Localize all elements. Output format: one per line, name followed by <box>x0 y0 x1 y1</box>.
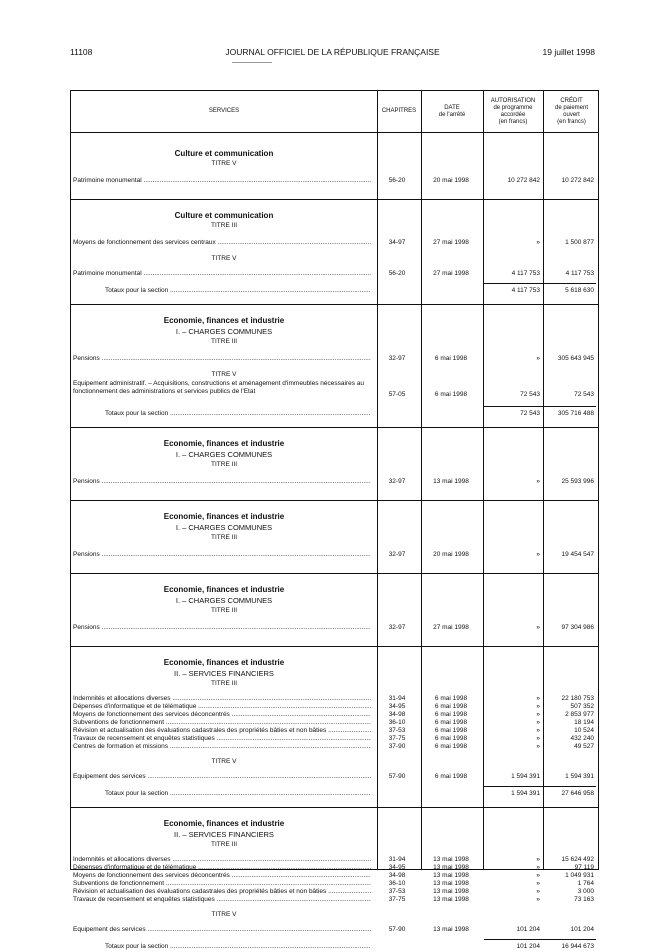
total-credit: 16 944 673 <box>561 943 594 950</box>
row-autorisation: 72 543 <box>520 391 540 398</box>
row-label-text: Révision et actualisation des évaluations cadastrales des propriétés bâties et non bâties <box>73 888 327 895</box>
issue-date: 19 juillet 1998 <box>542 47 595 57</box>
row-credit: 507 352 <box>570 703 594 710</box>
total-label <box>105 286 371 296</box>
section-subtitle: II. – SERVICES FINANCIERS <box>174 669 274 678</box>
section-title: Culture et communication <box>174 211 274 220</box>
column-header-services: SERVICES <box>208 108 240 114</box>
table-row <box>71 550 600 560</box>
row-credit: 22 180 753 <box>561 695 594 702</box>
section-subtitle: I. – CHARGES COMMUNES <box>175 450 273 459</box>
row-credit: 18 194 <box>574 719 594 726</box>
row-date: 13 mai 1998 <box>433 926 469 933</box>
row-chapitre: 57-05 <box>388 391 406 398</box>
row-chapitre: 34-97 <box>388 239 406 246</box>
row-chapitre: 32-97 <box>388 551 406 558</box>
row-label-text: Patrimoine monumental <box>73 177 142 184</box>
journal-title: JOURNAL OFFICIEL DE LA RÉPUBLIQUE FRANÇAISE <box>225 47 440 57</box>
total-row <box>71 286 600 296</box>
row-chapitre: 36-10 <box>388 719 406 726</box>
section-rule <box>71 199 598 200</box>
row-label-text: Pensions <box>73 355 100 362</box>
row-chapitre: 56-20 <box>388 270 406 277</box>
row-date: 13 mai 1998 <box>433 888 469 895</box>
row-autorisation: » <box>536 624 540 631</box>
row-label-text: Moyens de fonctionnement des services déconcentrés <box>73 872 230 879</box>
row-date: 27 mai 1998 <box>433 270 469 277</box>
table-row <box>71 742 600 752</box>
section-title: Economie, finances et industrie <box>163 316 285 325</box>
total-label-text: Totaux pour la section <box>105 790 169 797</box>
row-date: 6 mai 1998 <box>434 743 468 750</box>
row-autorisation: » <box>536 735 540 742</box>
row-label-text: Patrimoine monumental <box>73 270 142 277</box>
row-label <box>73 772 371 782</box>
row-autorisation: » <box>536 719 540 726</box>
total-autorisation: 1 594 391 <box>511 790 540 797</box>
row-chapitre: 37-90 <box>388 743 406 750</box>
row-autorisation: » <box>536 888 540 895</box>
total-label-text: Totaux pour la section <box>105 410 169 417</box>
titre-heading: TITRE III <box>211 461 237 468</box>
row-date: 6 mai 1998 <box>434 695 468 702</box>
row-autorisation: » <box>536 880 540 887</box>
row-autorisation: 10 272 842 <box>507 177 540 184</box>
row-date: 27 mai 1998 <box>433 624 469 631</box>
row-label-text: Subventions de fonctionnement <box>73 880 165 887</box>
row-date: 6 mai 1998 <box>434 703 468 710</box>
total-autorisation: 4 117 753 <box>511 287 540 294</box>
section-rule <box>71 573 598 574</box>
row-label-text: Subventions de fonctionnement <box>73 719 165 726</box>
row-label <box>73 380 371 400</box>
column-header-date: DATE de l'arrêté <box>438 104 466 118</box>
titre-heading: TITRE V <box>211 911 237 918</box>
titre-heading: TITRE V <box>211 758 237 765</box>
row-label <box>73 477 371 487</box>
titre-heading: TITRE III <box>211 222 237 229</box>
section-title: Economie, finances et industrie <box>163 512 285 521</box>
table-row <box>71 623 600 633</box>
row-credit: 97 304 986 <box>561 624 594 631</box>
row-credit: 97 119 <box>574 864 594 871</box>
row-chapitre: 34-98 <box>388 711 406 718</box>
row-label-text: Dépenses d'informatique et de télématique <box>73 864 197 871</box>
row-autorisation: » <box>536 856 540 863</box>
header-rule <box>232 62 272 63</box>
row-label-text: Moyens de fonctionnement des services déconcentrés <box>73 711 230 718</box>
row-autorisation: » <box>536 239 540 246</box>
row-label-text: Equipement des services <box>73 773 146 780</box>
row-autorisation: » <box>536 695 540 702</box>
titre-heading: TITRE III <box>211 534 237 541</box>
row-autorisation: » <box>536 478 540 485</box>
section-title: Economie, finances et industrie <box>163 585 285 594</box>
total-label-text: Totaux pour la section <box>105 287 169 294</box>
row-credit: 3 000 <box>577 888 594 895</box>
total-row <box>71 409 600 419</box>
row-autorisation: 4 117 753 <box>511 270 540 277</box>
table-row <box>71 176 600 186</box>
row-chapitre: 37-53 <box>388 727 406 734</box>
row-date: 6 mai 1998 <box>434 391 468 398</box>
row-date: 6 mai 1998 <box>434 727 468 734</box>
row-chapitre: 56-20 <box>388 177 406 184</box>
column-header-credit: CRÉDIT de paiement ouvert (en francs) <box>554 97 589 125</box>
row-date: 6 mai 1998 <box>434 773 468 780</box>
titre-heading: TITRE V <box>211 371 237 378</box>
row-date: 13 mai 1998 <box>433 478 469 485</box>
row-label-text: Travaux de recensement et enquêtes statistiques <box>73 896 215 903</box>
row-label-text: Indemnités et allocations diverses <box>73 695 171 702</box>
section-subtitle: II. – SERVICES FINANCIERS <box>174 830 274 839</box>
header-rule-bottom <box>71 132 598 133</box>
row-credit: 49 527 <box>574 743 594 750</box>
total-autorisation: 101 204 <box>516 943 540 950</box>
row-credit: 2 853 977 <box>565 711 594 718</box>
section-rule <box>71 304 598 305</box>
row-label-text: Pensions <box>73 478 100 485</box>
row-label-text: Indemnités et allocations diverses <box>73 856 171 863</box>
table-row <box>71 895 600 905</box>
row-credit: 72 543 <box>574 391 594 398</box>
row-label <box>73 550 371 560</box>
row-autorisation: » <box>536 864 540 871</box>
row-chapitre: 36-10 <box>388 880 406 887</box>
row-autorisation: 1 594 391 <box>511 773 540 780</box>
section-rule <box>71 427 598 428</box>
row-credit: 15 624 492 <box>561 856 594 863</box>
row-autorisation: » <box>536 727 540 734</box>
row-credit: 10 272 842 <box>561 177 594 184</box>
total-label <box>105 942 371 952</box>
row-date: 20 mai 1998 <box>433 177 469 184</box>
row-chapitre: 57-90 <box>388 773 406 780</box>
row-date: 27 mai 1998 <box>433 239 469 246</box>
titre-heading: TITRE III <box>211 338 237 345</box>
table-row <box>71 238 600 248</box>
section-subtitle: I. – CHARGES COMMUNES <box>175 523 273 532</box>
row-credit: 305 643 945 <box>557 355 594 362</box>
row-date: 13 mai 1998 <box>433 896 469 903</box>
row-chapitre: 31-94 <box>388 695 406 702</box>
total-row <box>71 942 600 952</box>
row-label-text: Révision et actualisation des évaluations cadastrales des propriétés bâties et non bâties <box>73 727 327 734</box>
section-subtitle: I. – CHARGES COMMUNES <box>175 596 273 605</box>
row-chapitre: 37-53 <box>388 888 406 895</box>
row-credit: 1 049 931 <box>565 872 594 879</box>
row-autorisation: 101 204 <box>516 926 540 933</box>
table-row <box>71 354 600 364</box>
row-label-text: Pensions <box>73 624 100 631</box>
row-label-text: Equipement administratif. – Acquisitions, constructions et aménagement d'immeubles nécessaires au fonctionnement des administrations et services publics de l'Etat <box>73 380 365 395</box>
row-chapitre: 34-95 <box>388 703 406 710</box>
row-chapitre: 32-97 <box>388 355 406 362</box>
total-row <box>71 789 600 799</box>
row-autorisation: » <box>536 703 540 710</box>
row-label <box>73 895 371 905</box>
total-credit: 5 618 630 <box>565 287 594 294</box>
column-header-autorisation: AUTORISATION de programme accordée (en francs) <box>490 97 536 125</box>
row-label <box>73 925 371 935</box>
row-date: 13 mai 1998 <box>433 856 469 863</box>
section-title: Economie, finances et industrie <box>163 658 285 667</box>
table-row <box>71 269 600 279</box>
row-label-text: Equipement des services <box>73 926 146 933</box>
row-credit: 1 764 <box>577 880 594 887</box>
row-date: 6 mai 1998 <box>434 711 468 718</box>
row-date: 13 mai 1998 <box>433 864 469 871</box>
row-date: 13 mai 1998 <box>433 880 469 887</box>
section-subtitle: I. – CHARGES COMMUNES <box>175 327 273 336</box>
row-label-text: Pensions <box>73 551 100 558</box>
row-chapitre: 34-95 <box>388 864 406 871</box>
row-date: 6 mai 1998 <box>434 719 468 726</box>
row-label <box>73 269 371 279</box>
total-rule <box>484 283 596 284</box>
row-label-text: Centres de formation et missions <box>73 743 169 750</box>
page-number: 11108 <box>70 47 93 57</box>
section-rule <box>71 500 598 501</box>
row-credit: 432 240 <box>570 735 594 742</box>
row-credit: 10 524 <box>574 727 594 734</box>
titre-heading: TITRE V <box>211 255 237 262</box>
table-row <box>71 772 600 782</box>
titre-heading: TITRE III <box>211 607 237 614</box>
total-autorisation: 72 543 <box>520 410 540 417</box>
row-autorisation: » <box>536 711 540 718</box>
row-chapitre: 34-98 <box>388 872 406 879</box>
row-autorisation: » <box>536 743 540 750</box>
row-credit: 101 204 <box>570 926 594 933</box>
row-credit: 19 454 547 <box>561 551 594 558</box>
total-credit: 27 646 958 <box>561 790 594 797</box>
column-header-chapitres: CHAPITRES <box>381 108 417 114</box>
total-label <box>105 409 371 419</box>
row-credit: 4 117 753 <box>565 270 594 277</box>
row-credit: 1 500 877 <box>565 239 594 246</box>
row-date: 20 mai 1998 <box>433 551 469 558</box>
row-credit: 73 163 <box>574 896 594 903</box>
row-label <box>73 176 371 186</box>
row-label <box>73 742 371 752</box>
section-title: Culture et communication <box>174 149 274 158</box>
credits-table <box>70 90 599 950</box>
section-title: Economie, finances et industrie <box>163 819 285 828</box>
total-rule <box>484 939 596 940</box>
row-date: 13 mai 1998 <box>433 872 469 879</box>
table-row <box>71 477 600 487</box>
row-label-text: Moyens de fonctionnement des services centraux <box>73 239 216 246</box>
row-chapitre: 32-97 <box>388 624 406 631</box>
titre-heading: TITRE III <box>211 841 237 848</box>
total-label <box>105 789 371 799</box>
row-label-text: Dépenses d'informatique et de télématique <box>73 703 197 710</box>
row-chapitre: 37-75 <box>388 735 406 742</box>
titre-heading: TITRE V <box>211 160 237 167</box>
section-title: Economie, finances et industrie <box>163 439 285 448</box>
row-autorisation: » <box>536 896 540 903</box>
row-label-text: Travaux de recensement et enquêtes statistiques <box>73 735 215 742</box>
row-chapitre: 32-97 <box>388 478 406 485</box>
row-label <box>73 354 371 364</box>
table-row <box>71 380 600 400</box>
section-rule <box>71 646 598 647</box>
row-chapitre: 37-75 <box>388 896 406 903</box>
row-autorisation: » <box>536 872 540 879</box>
section-rule <box>71 807 598 808</box>
total-credit: 305 716 488 <box>557 410 594 417</box>
row-credit: 1 594 391 <box>565 773 594 780</box>
row-date: 6 mai 1998 <box>434 355 468 362</box>
table-row <box>71 925 600 935</box>
total-rule <box>484 406 596 407</box>
total-rule <box>484 786 596 787</box>
row-chapitre: 57-90 <box>388 926 406 933</box>
row-date: 6 mai 1998 <box>434 735 468 742</box>
row-autorisation: » <box>536 551 540 558</box>
row-credit: 25 593 996 <box>561 478 594 485</box>
row-autorisation: » <box>536 355 540 362</box>
titre-heading: TITRE III <box>211 680 237 687</box>
row-label <box>73 623 371 633</box>
row-chapitre: 31-94 <box>388 856 406 863</box>
row-label <box>73 238 371 248</box>
total-label-text: Totaux pour la section <box>105 943 169 950</box>
